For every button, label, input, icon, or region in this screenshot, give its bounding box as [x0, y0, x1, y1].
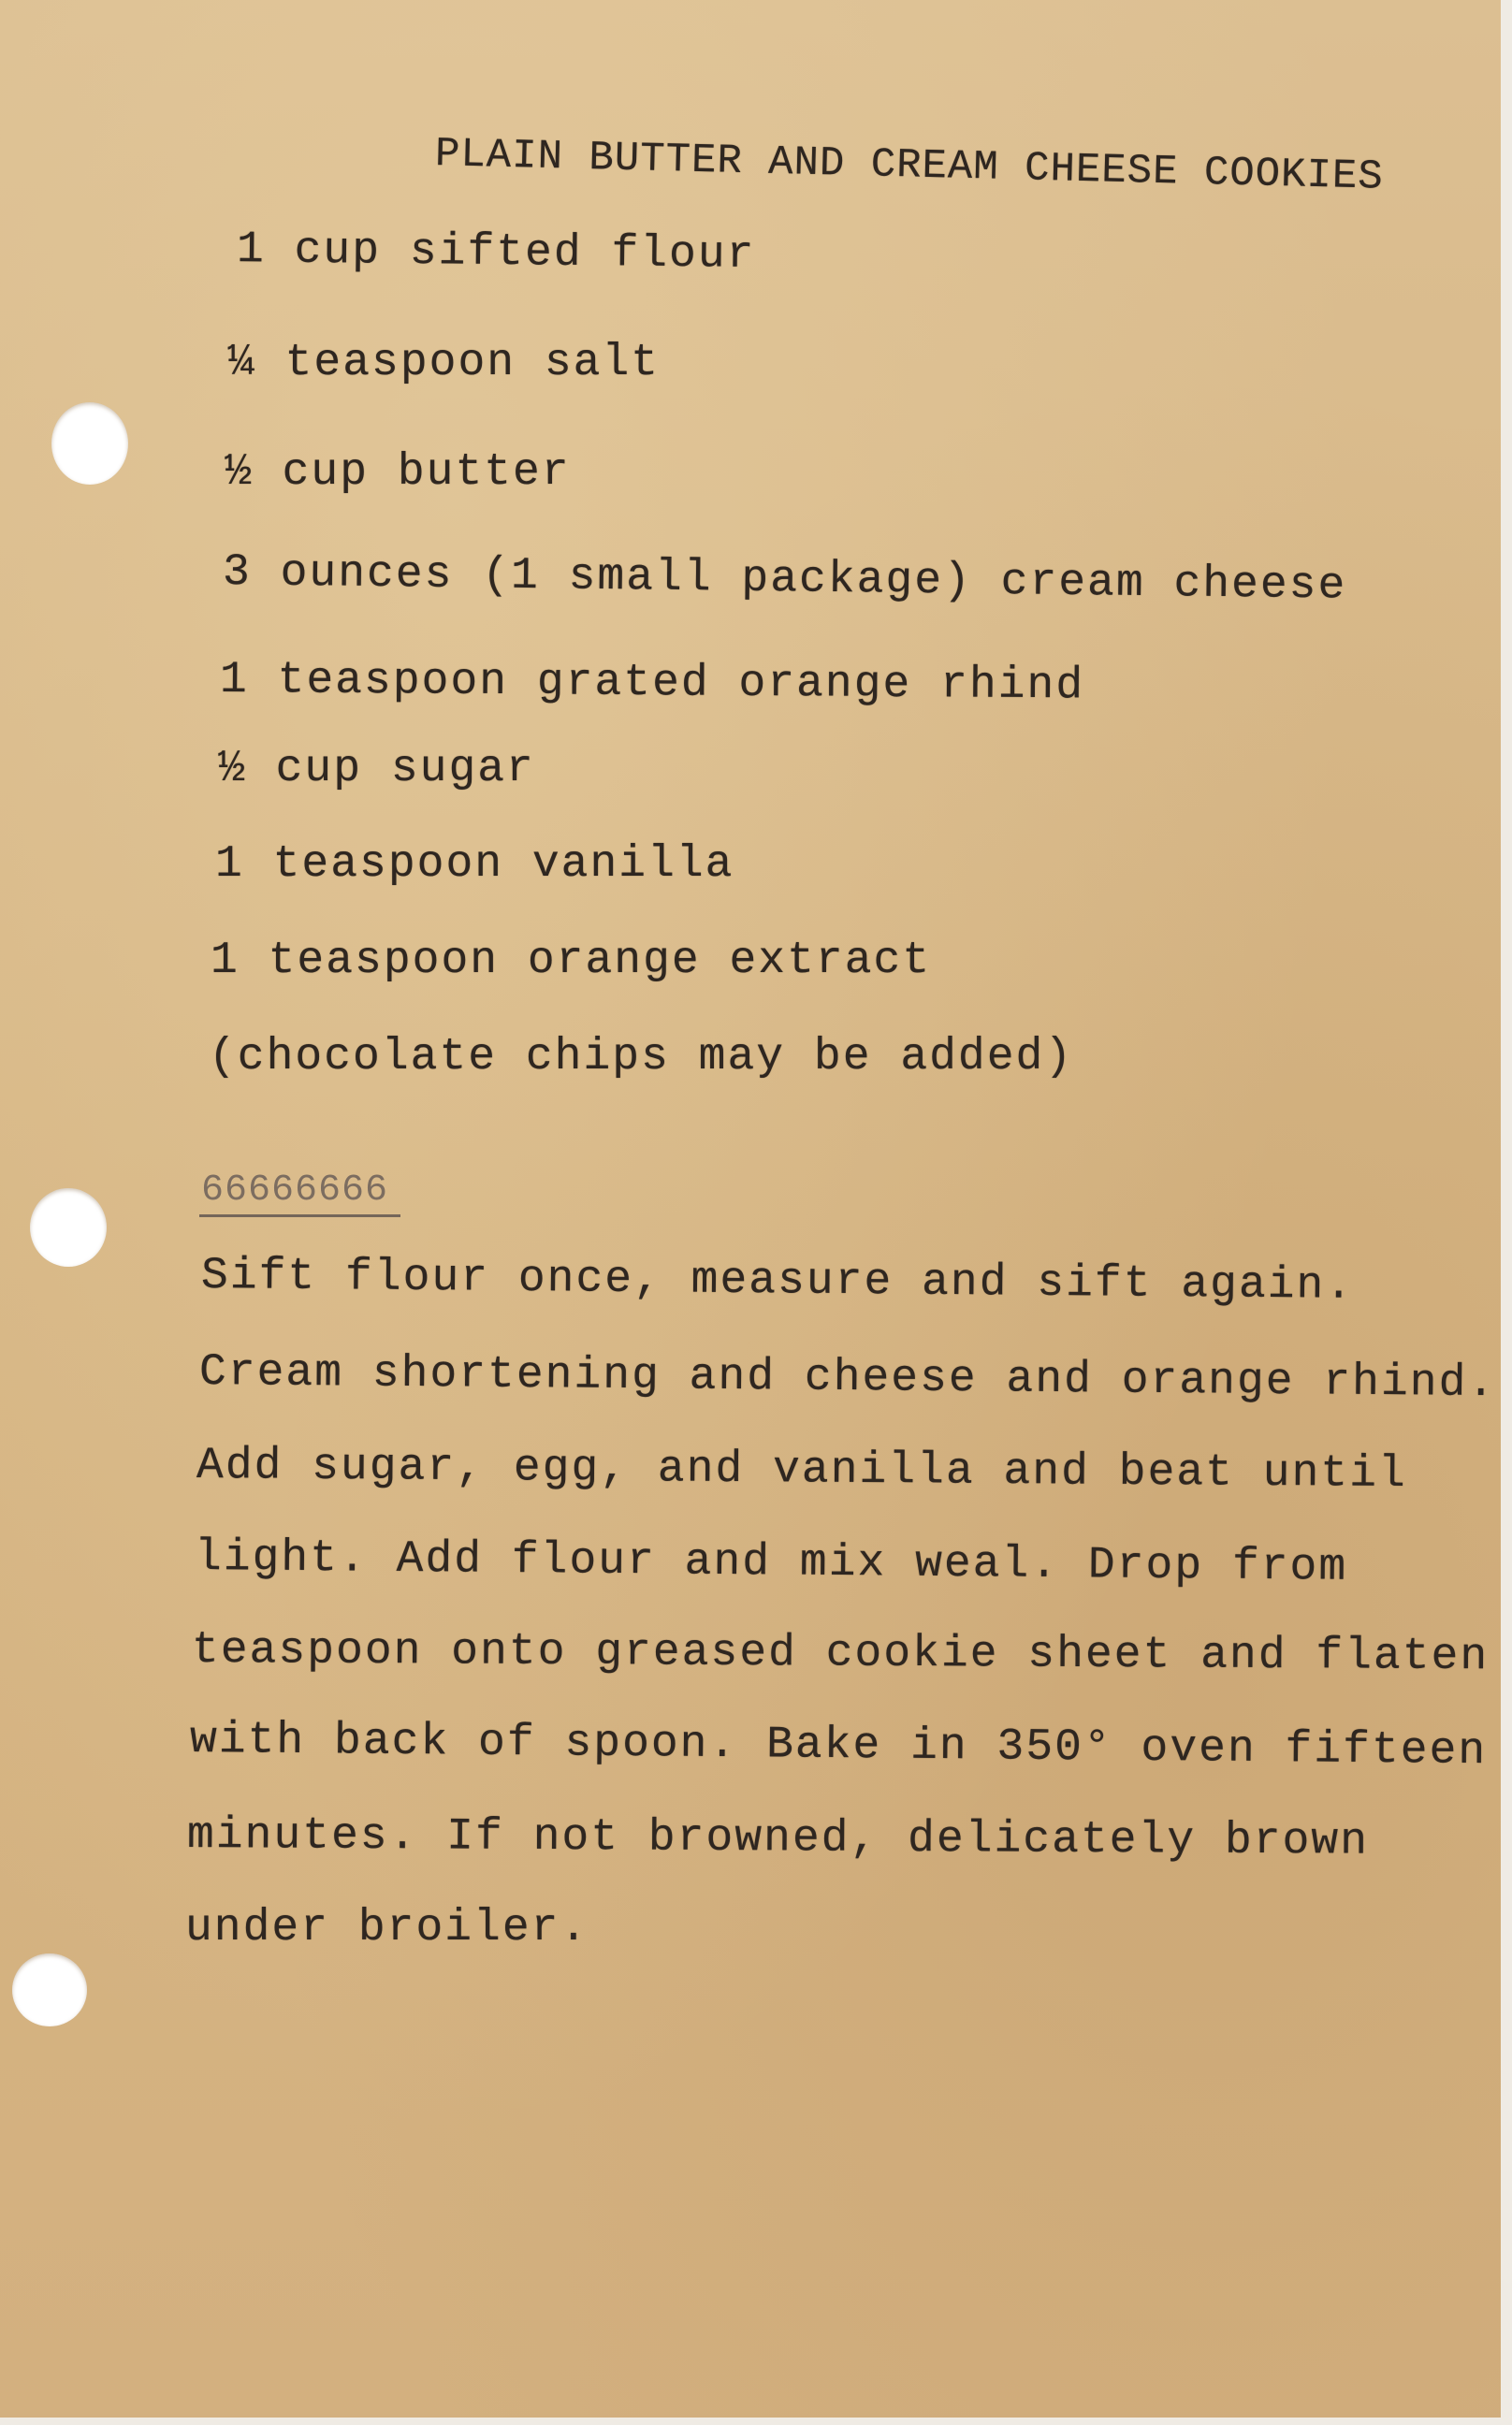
punch-hole-bottom [12, 1953, 87, 2026]
instruction-line: light. Add flour and mix weal. Drop from [194, 1532, 1348, 1593]
page-edge-bottom [0, 2418, 1512, 2425]
instruction-line: teaspoon onto greased cookie sheet and flaten [191, 1625, 1490, 1683]
ingredient-line: ½ cup sugar [218, 744, 535, 794]
strike-underline [199, 1214, 400, 1217]
punch-hole-top [51, 402, 128, 485]
ingredient-line: (chocolate chips may be added) [209, 1032, 1074, 1082]
ingredient-line: 3 ounces (1 small package) cream cheese [222, 547, 1347, 612]
struck-out-text: 66666666 [201, 1169, 389, 1212]
instruction-line: under broiler. [185, 1903, 589, 1953]
recipe-title: PLAIN BUTTER AND CREAM CHEESE COOKIES [434, 131, 1385, 201]
ingredient-line: ½ cup butter [225, 447, 571, 498]
instruction-line: with back of spoon. Bake in 350° oven fifteen [189, 1715, 1488, 1778]
instruction-line: Cream shortening and cheese and orange rhind. [198, 1347, 1497, 1410]
instruction-line: minutes. If not browned, delicately brown [186, 1810, 1370, 1867]
page-edge-right [1501, 0, 1512, 2425]
instruction-line: Add sugar, egg, and vanilla and beat until [196, 1441, 1407, 1501]
ingredient-line: 1 cup sifted flour [236, 225, 756, 281]
ingredient-line: 1 teaspoon vanilla [215, 839, 734, 890]
ingredient-line: 1 teaspoon orange extract [211, 936, 932, 986]
ingredient-line: ¼ teaspoon salt [227, 338, 661, 388]
punch-hole-middle [30, 1188, 107, 1267]
instruction-line: Sift flour once, measure and sift again. [200, 1251, 1355, 1312]
ingredient-line: 1 teaspoon grated orange rhind [219, 655, 1085, 712]
